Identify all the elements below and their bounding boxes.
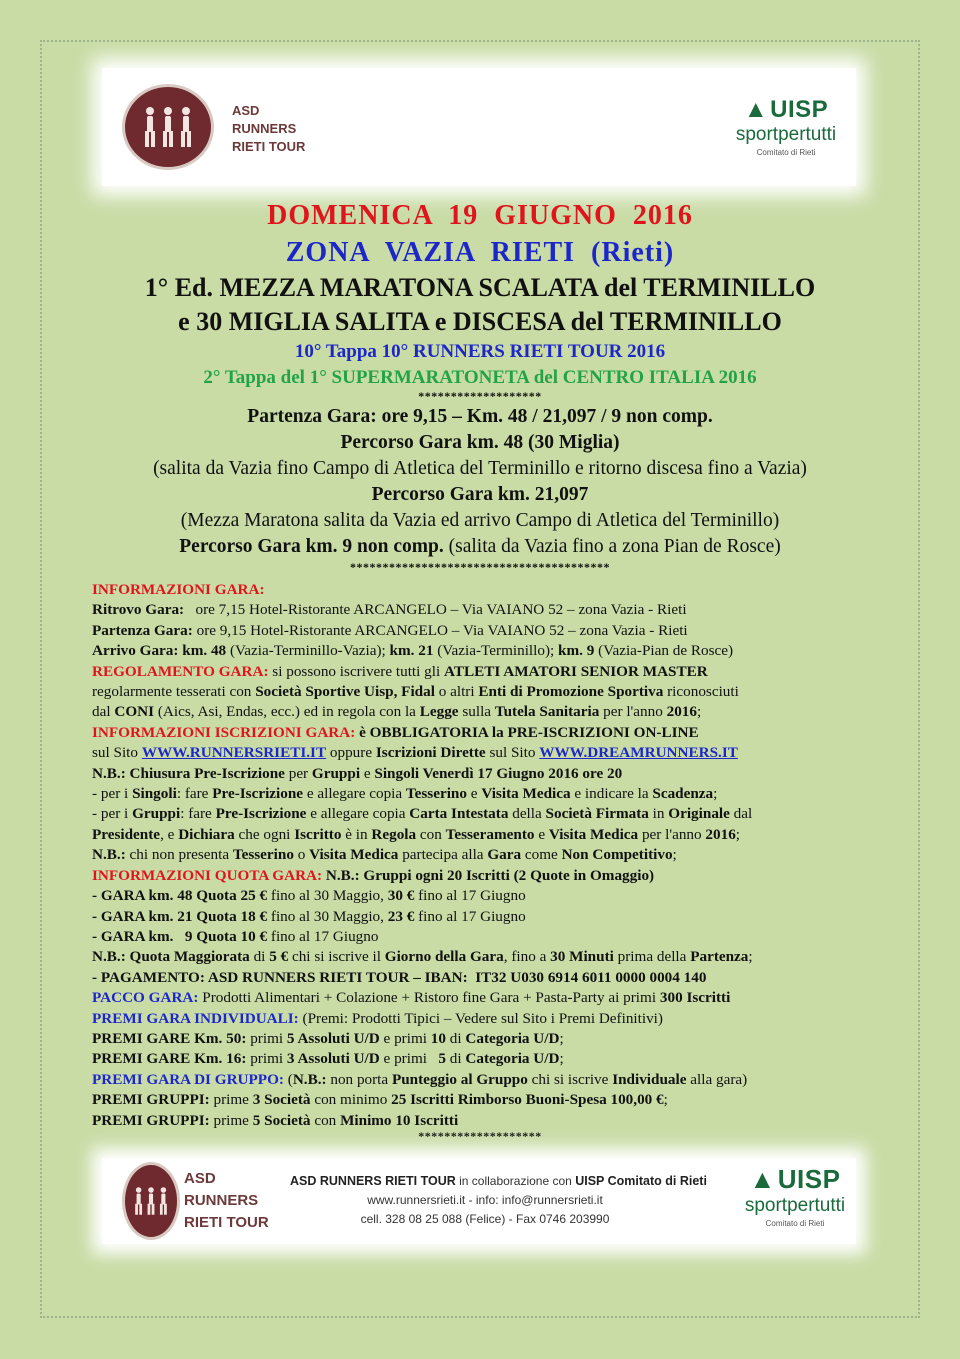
regolamento-text: per l'anno bbox=[599, 703, 667, 721]
premi-gruppi-text: ; bbox=[663, 1091, 668, 1109]
gruppi-text: ; bbox=[735, 825, 741, 843]
gruppi-text: Visita Medica bbox=[548, 825, 639, 843]
regolamento-text: Società Sportive Uisp, Fidal bbox=[255, 683, 435, 701]
quota-text: - GARA km. 9 Quota 10 € bbox=[92, 927, 268, 945]
gruppi-text: della bbox=[508, 805, 546, 823]
quota-text: fino al 30 Maggio, bbox=[267, 907, 388, 925]
premi-gruppi-text: PREMI GRUPPI: bbox=[92, 1091, 210, 1109]
footer-collaboration bbox=[290, 1172, 707, 1191]
premi-gruppi-text: con bbox=[310, 1111, 341, 1129]
event-title-line2: e 30 MIGLIA SALITA e DISCESA del TERMINILLO bbox=[178, 307, 782, 336]
club-name bbox=[232, 102, 305, 156]
percorso-48-desc: (salita da Vazia fino Campo di Atletica del Terminillo e ritorno discesa fino a Vazia) bbox=[153, 458, 807, 479]
percorso-21-title: Percorso Gara km. 21,097 bbox=[371, 484, 589, 505]
gruppi-text: in bbox=[648, 805, 669, 823]
regolamento-text: sulla bbox=[458, 703, 495, 721]
chiusura-text: Singoli Venerdì 17 Giugno 2016 ore 20 bbox=[374, 764, 623, 782]
quota-text: fino al 17 Giugno bbox=[414, 887, 526, 905]
premi-text: e primi bbox=[379, 1029, 431, 1047]
nb-text: N.B.: bbox=[92, 846, 126, 864]
non-competitivo-row bbox=[92, 845, 892, 865]
iscrizioni-row bbox=[92, 723, 892, 743]
heading-premi-gruppo: PREMI GARA DI GRUPPO: bbox=[92, 1070, 284, 1088]
quota-text: fino al 17 Giugno bbox=[267, 927, 379, 945]
partenza-label: Partenza Gara: bbox=[92, 621, 193, 639]
arrivo-text: km. 9 bbox=[558, 642, 595, 660]
premi-gruppi-text: Minimo 10 Iscritti bbox=[340, 1111, 459, 1129]
premi-gruppo-text: non porta bbox=[326, 1070, 392, 1088]
ritrovo-row bbox=[92, 600, 892, 620]
regolamento-row bbox=[92, 702, 892, 722]
heading-informazioni-gara: INFORMAZIONI GARA: bbox=[92, 581, 265, 598]
premi-gruppi-row bbox=[92, 1090, 892, 1110]
premi-text: 5 bbox=[438, 1050, 446, 1068]
premi-gruppo-text: alla gara) bbox=[686, 1070, 748, 1088]
quota-48-row bbox=[92, 886, 892, 906]
premi-text: 3 Assoluti U/D bbox=[286, 1050, 380, 1068]
premi-gruppo-text: Individuale bbox=[612, 1070, 687, 1088]
footer-runners-logo-icon bbox=[122, 1162, 180, 1240]
footer-contacts bbox=[290, 1172, 707, 1229]
club-name-line3: RIETI TOUR bbox=[232, 138, 306, 154]
quota-text: fino al 30 Maggio, bbox=[267, 887, 388, 905]
iscrizioni-sites-row bbox=[92, 743, 892, 763]
regolamento-row bbox=[92, 662, 892, 682]
nb-text: partecipa alla bbox=[398, 846, 488, 864]
iscrizioni-text: oppure bbox=[326, 744, 376, 762]
partenza-text: ore 9,15 Hotel-Ristorante ARCANGELO – Via VAIANO 52 – zona Vazia - Rieti bbox=[192, 621, 688, 639]
uisp-tagline: sportpertutti bbox=[735, 124, 837, 145]
footer-club-line3: RIETI TOUR bbox=[184, 1213, 269, 1231]
heading-regolamento: REGOLAMENTO GARA: bbox=[92, 662, 269, 680]
gruppi-text: Tesseramento bbox=[445, 825, 535, 843]
maggiorata-text: Giorno della Gara bbox=[384, 948, 504, 966]
regolamento-text: ; bbox=[696, 703, 702, 721]
gruppi-text: per l'anno bbox=[638, 825, 706, 843]
club-name-line1: ASD bbox=[232, 103, 260, 118]
footer-collab-text: ASD RUNNERS RIETI TOUR bbox=[290, 1174, 456, 1188]
gruppi-text: è in bbox=[341, 825, 372, 843]
premi-text: 10 bbox=[430, 1029, 446, 1047]
quota-nb: N.B.: Gruppi ogni 20 Iscritti (2 Quote in Omaggio) bbox=[322, 866, 655, 884]
maggiorata-text: ; bbox=[748, 948, 753, 966]
info-section bbox=[92, 580, 892, 1131]
gruppi-text: Pre-Iscrizione bbox=[215, 805, 307, 823]
chiusura-text: Gruppi bbox=[311, 764, 361, 782]
premi-gruppi-text: 3 Società bbox=[252, 1091, 311, 1109]
quota-text: fino al 17 Giugno bbox=[414, 907, 526, 925]
premi-text: Categoria U/D bbox=[465, 1029, 560, 1047]
partenza-row bbox=[92, 621, 892, 641]
gruppi-text: Dichiara bbox=[178, 825, 235, 843]
regolamento-text: riconosciuti bbox=[663, 683, 739, 701]
iscrizioni-text: Iscrizioni Dirette bbox=[375, 744, 486, 762]
singoli-row bbox=[92, 784, 892, 804]
gruppi-text: : fare bbox=[180, 805, 216, 823]
gruppi-text: Carta Intestata bbox=[409, 805, 509, 823]
footer-collab-text: UISP Comitato di Rieti bbox=[575, 1174, 707, 1188]
footer-club-line1: ASD bbox=[184, 1170, 216, 1187]
iscrizioni-text: sul Sito bbox=[485, 744, 540, 762]
heading-quota: INFORMAZIONI QUOTA GARA: bbox=[92, 866, 323, 884]
nb-text: o bbox=[293, 846, 310, 864]
gruppi-row bbox=[92, 804, 892, 824]
premi-gruppi-text: prime bbox=[209, 1091, 253, 1109]
singoli-text: Scadenza bbox=[652, 785, 714, 803]
footer-uisp-logo bbox=[740, 1164, 850, 1228]
footer-collab-text: in collaborazione con bbox=[455, 1174, 576, 1188]
regolamento-text: (Aics, Asi, Endas, ecc.) ed in regola con la bbox=[154, 703, 420, 721]
uisp-logo bbox=[726, 96, 846, 157]
premi-gruppi-text: 25 Iscritti Rimborso Buoni-Spesa 100,00 € bbox=[391, 1091, 664, 1109]
nb-text: ; bbox=[672, 846, 677, 864]
heading-pacco: PACCO GARA: bbox=[92, 989, 199, 1007]
premi-text: primi bbox=[246, 1050, 287, 1068]
singoli-text: e bbox=[466, 785, 482, 803]
quota-maggiorata-row bbox=[92, 947, 892, 967]
premi-individuali-text: (Premi: Prodotti Tipici – Vedere sul Sito i Premi Definitivi) bbox=[298, 1009, 663, 1027]
gruppi-text: , e bbox=[160, 825, 179, 843]
uisp-brand: UISP bbox=[770, 96, 829, 123]
runnersrieti-link[interactable]: WWW.RUNNERSRIETI.IT bbox=[141, 744, 327, 762]
premi-individuali-row bbox=[92, 1009, 892, 1029]
premi-text: e primi bbox=[379, 1050, 439, 1068]
premi-text: ; bbox=[559, 1029, 564, 1047]
chiusura-text: N.B.: Chiusura Pre-Iscrizione bbox=[92, 764, 285, 782]
quota-heading-row bbox=[92, 866, 892, 886]
arrivo-text: (Vazia-Terminillo-Vazia); bbox=[226, 642, 390, 660]
maggiorata-text: N.B.: Quota Maggiorata bbox=[92, 948, 250, 966]
premi-text: primi bbox=[246, 1029, 287, 1047]
premi-gruppi-text: PREMI GRUPPI: bbox=[92, 1111, 210, 1129]
regolamento-text: Legge bbox=[419, 703, 459, 721]
ritrovo-text: ore 7,15 Hotel-Ristorante ARCANGELO – Via VAIANO 52 – zona Vazia - Rieti bbox=[184, 601, 687, 619]
gruppi-text: 2016 bbox=[705, 825, 736, 843]
percorso-21-desc: (Mezza Maratona salita da Vazia ed arrivo Campo di Atletica del Terminillo) bbox=[180, 510, 780, 531]
arrivo-label: Arrivo Gara: km. 48 bbox=[92, 642, 227, 660]
premi-gruppi-text: prime bbox=[209, 1111, 253, 1129]
quota-9-row bbox=[92, 927, 892, 947]
gruppi-row bbox=[92, 825, 892, 845]
gruppi-text: e allegare copia bbox=[306, 805, 410, 823]
pacco-row bbox=[92, 988, 892, 1008]
regolamento-text: ATLETI AMATORI SENIOR MASTER bbox=[444, 662, 708, 680]
tappa-supermaratoneta: 2° Tappa del 1° SUPERMARATONETA del CENTRO ITALIA 2016 bbox=[203, 367, 757, 388]
separator-stars: ******************* bbox=[418, 389, 542, 403]
separator-stars-long: **************************************** bbox=[350, 560, 610, 574]
gruppi-text: e bbox=[534, 825, 549, 843]
event-zone: ZONA VAZIA RIETI (Rieti) bbox=[285, 237, 675, 268]
percorso-48-title: Percorso Gara km. 48 (30 Miglia) bbox=[340, 432, 620, 453]
gruppi-text: dal bbox=[729, 805, 753, 823]
regolamento-text: Tutela Sanitaria bbox=[494, 703, 600, 721]
tappa-runners-rieti: 10° Tappa 10° RUNNERS RIETI TOUR 2016 bbox=[294, 341, 666, 362]
gruppi-text: Presidente bbox=[92, 825, 161, 843]
quota-text: - GARA km. 48 Quota 25 € bbox=[92, 887, 268, 905]
chiusura-text: e bbox=[360, 764, 375, 782]
quota-21-row bbox=[92, 907, 892, 927]
pacco-text: 300 Iscritti bbox=[659, 989, 731, 1007]
footer-uisp-tagline: sportpertutti bbox=[744, 1195, 846, 1216]
singoli-text: ; bbox=[713, 785, 718, 803]
ritrovo-label: Ritrovo Gara: bbox=[92, 601, 185, 619]
maggiorata-text: 30 Minuti bbox=[550, 948, 614, 966]
percorso-9-title: Percorso Gara km. 9 non comp. bbox=[179, 536, 444, 557]
premi-gruppo-text: Punteggio al Gruppo bbox=[391, 1070, 528, 1088]
footer-uisp-brand: UISP bbox=[777, 1164, 841, 1194]
gruppi-text: che ogni bbox=[234, 825, 295, 843]
footer-club-line2: RUNNERS bbox=[184, 1191, 259, 1209]
heading-premi-individuali: PREMI GARA INDIVIDUALI: bbox=[92, 1009, 299, 1027]
partenza-line: Partenza Gara: ore 9,15 – Km. 48 / 21,097 / 9 non comp. bbox=[247, 406, 713, 427]
gruppi-text: Originale bbox=[668, 805, 730, 823]
premi-text: di bbox=[445, 1050, 466, 1068]
premi-gruppi-row bbox=[92, 1111, 892, 1131]
premi-gruppo-text: N.B.: bbox=[292, 1070, 327, 1088]
footer-uisp-sub: Comitato di Rieti bbox=[765, 1219, 825, 1228]
iscrizioni-text: sul Sito bbox=[92, 744, 142, 762]
nb-text: Tesserino bbox=[232, 846, 294, 864]
arrivo-text: (Vazia-Pian de Rosce) bbox=[594, 642, 734, 660]
quota-text: 30 € bbox=[387, 887, 415, 905]
regolamento-text: Enti di Promozione Sportiva bbox=[478, 683, 664, 701]
regolamento-text: 2016 bbox=[666, 703, 697, 721]
maggiorata-text: prima della bbox=[613, 948, 691, 966]
uisp-runner-icon: ▲ bbox=[743, 96, 769, 123]
premi-gruppo-text: chi si iscrive bbox=[527, 1070, 613, 1088]
regolamento-text: regolarmente tesserati con bbox=[92, 683, 256, 701]
premi-text: PREMI GARE Km. 16: bbox=[92, 1050, 247, 1068]
heading-iscrizioni: INFORMAZIONI ISCRIZIONI GARA: bbox=[92, 723, 356, 741]
maggiorata-text: chi si iscrive il bbox=[288, 948, 385, 966]
gruppi-text: con bbox=[416, 825, 446, 843]
footer-website[interactable]: www.runnersrieti.it - info: info@runnersrieti.it bbox=[367, 1193, 603, 1207]
footer-phone: cell. 328 08 25 088 (Felice) - Fax 0746 203990 bbox=[360, 1212, 610, 1226]
singoli-text: Singoli bbox=[132, 785, 177, 803]
premi-text: di bbox=[445, 1029, 466, 1047]
gruppi-text: - per i bbox=[92, 805, 133, 823]
arrivo-row bbox=[92, 641, 892, 661]
nb-text: Non Competitivo bbox=[561, 846, 673, 864]
premi-gruppo-text: ( bbox=[283, 1070, 293, 1088]
separator-stars-bottom: ******************* bbox=[418, 1129, 542, 1143]
premi-gruppo-row bbox=[92, 1070, 892, 1090]
arrivo-text: (Vazia-Terminillo); bbox=[433, 642, 559, 660]
info-heading-row bbox=[92, 580, 892, 600]
maggiorata-text: Partenza bbox=[690, 948, 749, 966]
quota-text: 23 € bbox=[387, 907, 415, 925]
regolamento-text: si possono iscrivere tutti gli bbox=[268, 662, 444, 680]
nb-text: Visita Medica bbox=[309, 846, 399, 864]
pagamento-row bbox=[92, 968, 892, 988]
uisp-runner-icon: ▲ bbox=[749, 1164, 776, 1194]
event-date: DOMENICA 19 GIUGNO 2016 bbox=[267, 200, 693, 231]
nb-text: chi non presenta bbox=[125, 846, 233, 864]
quota-text: - GARA km. 21 Quota 18 € bbox=[92, 907, 268, 925]
gruppi-text: Società Firmata bbox=[545, 805, 649, 823]
uisp-sub: Comitato di Rieti bbox=[756, 148, 816, 157]
premi-50-row bbox=[92, 1029, 892, 1049]
maggiorata-text: 5 € bbox=[269, 948, 289, 966]
event-title-line1: 1° Ed. MEZZA MARATONA SCALATA del TERMINILLO bbox=[144, 273, 816, 302]
maggiorata-text: di bbox=[249, 948, 270, 966]
regolamento-row bbox=[92, 682, 892, 702]
club-name-line2: RUNNERS bbox=[232, 120, 297, 136]
singoli-text: Tesserino bbox=[405, 785, 467, 803]
maggiorata-text: , fino a bbox=[503, 948, 551, 966]
singoli-text: Visita Medica bbox=[481, 785, 571, 803]
iscrizioni-text: è OBBLIGATORIA la PRE-ISCRIZIONI ON-LINE bbox=[355, 723, 699, 741]
premi-gruppi-text: con minimo bbox=[310, 1091, 392, 1109]
runners-logo-icon bbox=[122, 84, 214, 170]
singoli-text: : fare bbox=[176, 785, 213, 803]
chiusura-text: per bbox=[284, 764, 312, 782]
percorso-9-desc: (salita da Vazia fino a zona Pian de Rosce) bbox=[443, 536, 781, 557]
premi-text: ; bbox=[559, 1050, 564, 1068]
pagamento-text: - PAGAMENTO: ASD RUNNERS RIETI TOUR – IBAN: IT32 U030 6914 6011 0000 0004 140 bbox=[92, 968, 707, 986]
premi-gruppi-text: 5 Società bbox=[252, 1111, 311, 1129]
singoli-text: e indicare la bbox=[570, 785, 653, 803]
singoli-text: - per i bbox=[92, 785, 133, 803]
premi-text: 5 Assoluti U/D bbox=[286, 1029, 380, 1047]
singoli-text: e allegare copia bbox=[303, 785, 406, 803]
gruppi-text: Gruppi bbox=[132, 805, 181, 823]
premi-text: Categoria U/D bbox=[465, 1050, 560, 1068]
regolamento-text: o altri bbox=[434, 683, 479, 701]
premi-text: PREMI GARE Km. 50: bbox=[92, 1029, 247, 1047]
pacco-text: Prodotti Alimentari + Colazione + Ristoro fine Gara + Pasta-Party ai primi bbox=[198, 989, 660, 1007]
nb-text: come bbox=[521, 846, 562, 864]
percorso-9-line bbox=[40, 536, 920, 558]
gruppi-text: Regola bbox=[371, 825, 417, 843]
singoli-text: Pre-Iscrizione bbox=[212, 785, 304, 803]
chiusura-row bbox=[92, 764, 892, 784]
dreamrunners-link[interactable]: WWW.DREAMRUNNERS.IT bbox=[539, 744, 738, 762]
regolamento-text: CONI bbox=[114, 703, 155, 721]
footer-club-name bbox=[184, 1168, 269, 1233]
nb-text: Gara bbox=[487, 846, 522, 864]
premi-16-row bbox=[92, 1049, 892, 1069]
gruppi-text: Iscritto bbox=[294, 825, 342, 843]
regolamento-text: dal bbox=[92, 703, 115, 721]
arrivo-text: km. 21 bbox=[389, 642, 434, 660]
